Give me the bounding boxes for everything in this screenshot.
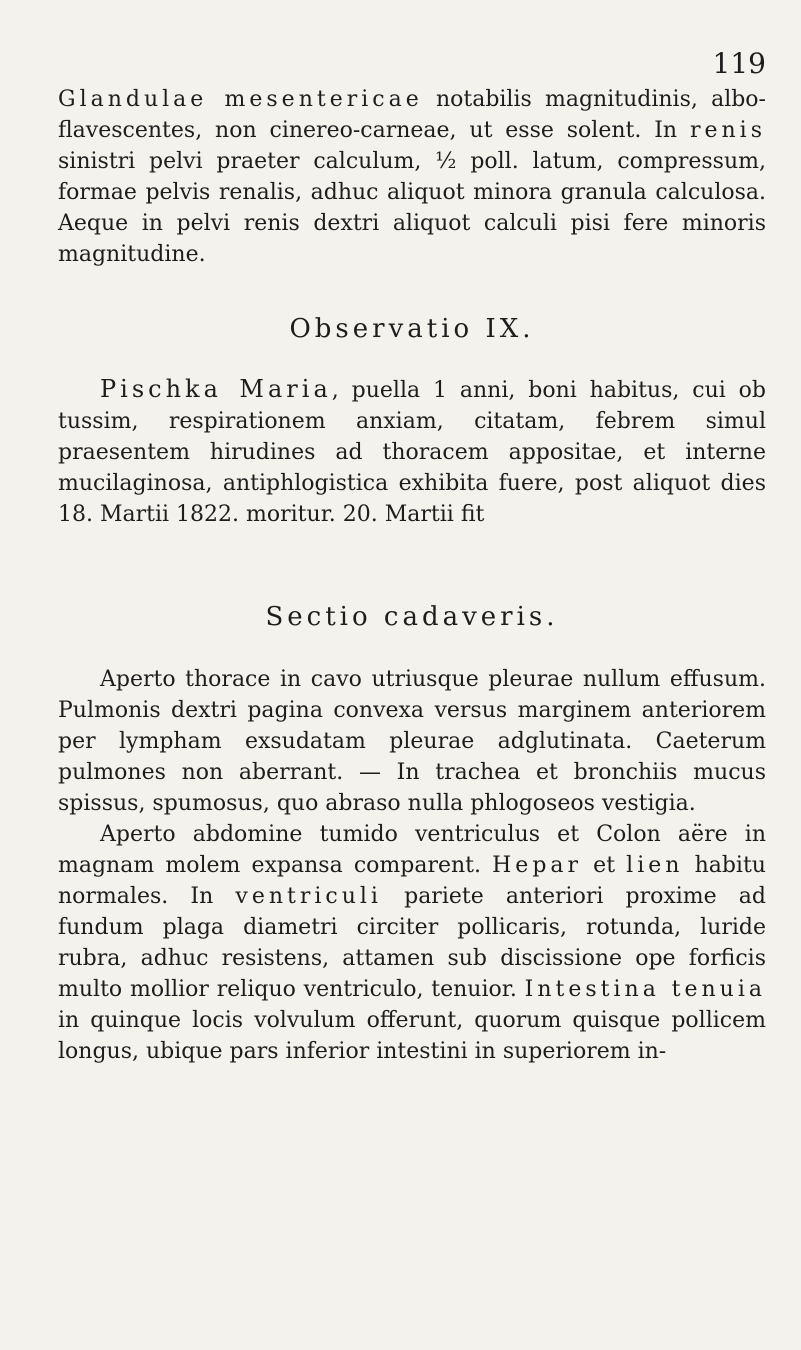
term-lien: lien bbox=[626, 853, 684, 878]
paragraph-text: et bbox=[582, 853, 627, 878]
paragraph-thorax: Aperto thorace in cavo utriusque pleurae nullum effusum. Pulmonis dextri pagina convexa versus marginem anteriorem per lympham exsudatam pleurae adglutinata. Caeterum pulmones non aberrant. — In trachea et bronchiis mucus spissus, spumosus, quo abraso nulla phlogoseos vestigia. bbox=[58, 667, 766, 816]
paragraph-case bbox=[58, 374, 766, 530]
paragraph-abdomen bbox=[58, 819, 766, 1067]
paragraph-text: habitu normales. In bbox=[58, 853, 766, 909]
term-hepar: Hepar bbox=[492, 853, 583, 878]
paragraph-text: , puella 1 anni, boni habitus, cui ob tussim, respirationem anxiam, citatam, febrem simul praesentem hirudines ad thoracem appositae, et interne mucilaginosa, antiphlogistica exhibita fuere, post aliquot dies 18. Martii 1822. moritur. 20. Martii fit bbox=[58, 378, 766, 527]
page-number: 119 bbox=[712, 47, 766, 80]
heading-sectio: Sectio cadaveris. bbox=[265, 602, 559, 632]
book-page bbox=[58, 32, 766, 1067]
term-ventriculi: ventriculi bbox=[235, 884, 382, 909]
paragraph-text: in quinque locis volvulum offerunt, quorum quisque pollicem longus, ubique pars inferior intestini in superiorem in- bbox=[58, 1008, 766, 1064]
heading-observatio: Observatio IX. bbox=[289, 314, 535, 344]
paragraph-text: sinistri pelvi praeter calculum, ½ poll. latum, compressum, formae pelvis renalis, adhuc aliquot minora granula calculosa. Aeque in pelvi renis dextri aliquot calculi pisi fere minoris magnitudine. bbox=[58, 149, 766, 267]
patient-name: Pischka Maria bbox=[100, 375, 332, 403]
term-renis: renis bbox=[689, 118, 766, 143]
paragraph-text: pariete anteriori proxime ad fundum plaga diametri circiter pollicaris, rotunda, luride rubra, adhuc resistens, attamen sub discissione ope forficis multo mollior reliquo ventriculo, tenuior. bbox=[58, 884, 767, 1002]
paragraph-text: Aperto abdomine tumido ventriculus et Colon aëre in magnam molem expansa comparent. bbox=[58, 822, 766, 878]
term-intestina: Intestina tenuia bbox=[524, 977, 766, 1002]
paragraph-glandulae bbox=[58, 32, 766, 270]
paragraph-text: notabilis magnitudinis, albo-flavescentes, non cinereo-carneae, ut esse solent. In bbox=[58, 87, 766, 143]
term-glandulae: Glandulae mesentericae bbox=[58, 87, 423, 112]
